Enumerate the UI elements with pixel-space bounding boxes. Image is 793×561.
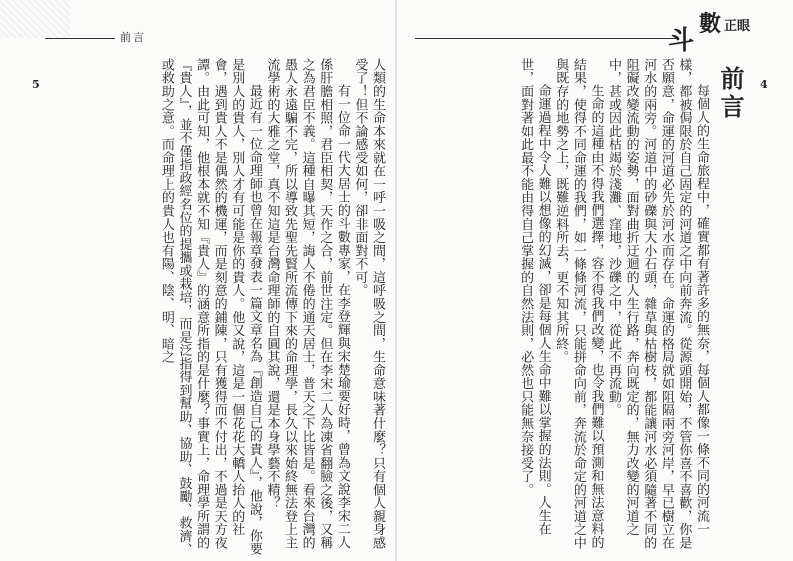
brand-char-dou: 斗 <box>668 26 695 56</box>
paragraph: 最近有一位命理師也曾在報章發表一篇文章名為『創造自己的貴人』，他說，你要是別人的貴人，別人才有可能是你的貴人。他又說，這是一個花花大轎人抬人的社會，遇到貴人不是偶然的機運，而是刻意的鋪陳，只有獲得而不付出，不過是天方夜譚。由此可知，他根本就不知『貴人』的涵意所指的是什麼？事實上，命理學所謂的『貴人』，並不僅指政經名位的提攜或栽培，而是泛指得到幫助、協助、鼓勵、救濟、或救助之意。而命理上的貴人也有陽、陰、明、暗之 <box>158 58 262 557</box>
right-page-text <box>410 58 710 558</box>
left-page-text <box>61 58 386 558</box>
paragraph: 命運過程中令人難以想像的幻滅，卻是每個人生命中難以掌握的法則。人生在世，面對著如此最不能由得自己掌握的自然法則，必然也只能無奈接受了。 <box>518 58 551 536</box>
running-title: 前言 <box>120 31 146 44</box>
brand-char-zhengyan: 正眼 <box>724 19 751 34</box>
header-rule-right <box>415 38 677 39</box>
page-number-left: 5 <box>32 78 40 91</box>
page-number-right: 4 <box>760 78 768 91</box>
paragraph: 每個人的生命旅程中，確實都有著許多的無奈，每個人都像一條不同的河流一樣，都被侷限於自己固定的河道之中向前奔流。從源頭開始，不管你喜不喜歡，你是否願意，命運的河道必先於河水而存在。命運的格局就如阻隔兩旁河岸，早已樹立在河水的兩旁。河道中的砂礫與大小石頭，雜草與枯樹枝，都能讓河水必須隨著不同的阻礙改變流動的姿勢，面對曲折迂迴的人生行路，奔向既定的，無力改變的河道之中，甚或因此枯竭於淺灘、窪地，沙礫之中，從此不再流動。 <box>606 58 709 550</box>
paragraph: 有一位命一代大居士的斗數專家，在李登輝與宋楚瑜要好時，曾為文說李宋二人係肝膽相照，君臣相契，天作之合，前世注定。但在李宋二人為凍省翻臉之後，又稱之為君臣不義。這種自曝其短，誨人不倦的通天居士，普天之下比皆是。看來台灣的愚人永遠騙不完，所以導致先聖先賢所流傳下來的命理學，長久以來始終無法登上主流學術的大雅之堂，真不知這是台灣命理師的自圓其說，還是本身學藝不精？ <box>264 58 350 550</box>
header-rule-left <box>45 38 115 39</box>
corner-decoration-image <box>0 0 70 38</box>
paragraph: 生命的這種由不得我們選擇，容不得我們改變，也令我們難以預測和無法意料的結果，使得不同命運的我們，如一條條河流，只能拼命向前，奔流於命定的河道之中與既存的地勢之上，既難逆料所去，更不知其所終。 <box>553 58 604 550</box>
chapter-title: 前言 <box>716 66 745 122</box>
book-brand-logo <box>668 4 783 56</box>
brand-char-shu: 數 <box>699 11 722 37</box>
paragraph: 人類的生命本來就在一呼一吸之間，這呼吸之間，生命意味著什麼？只有個人親身感受了！但不論感受如何，卻非面對不可。 <box>352 58 385 550</box>
book-gutter <box>395 0 397 561</box>
